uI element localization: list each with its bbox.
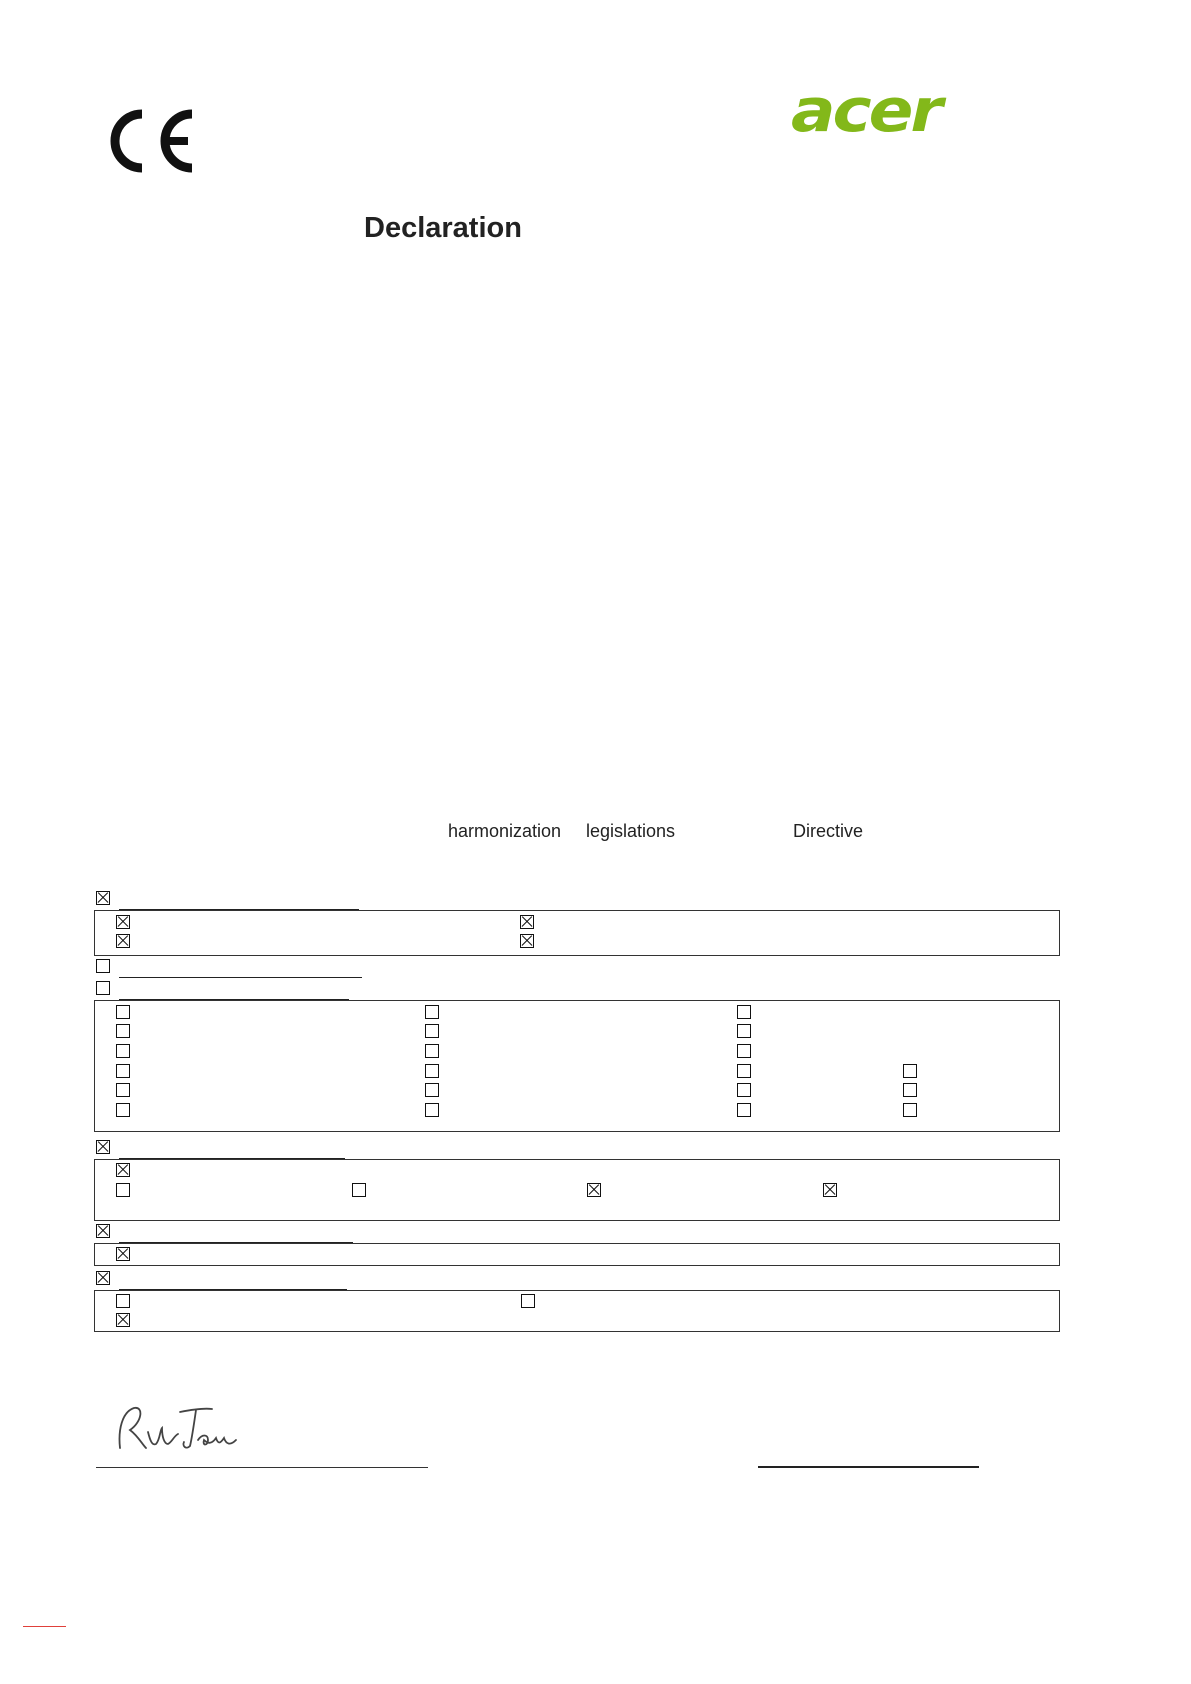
legislations-text: legislations [586, 821, 676, 841]
section-1-row2-right-checkbox[interactable] [520, 934, 534, 948]
grid-checkbox[interactable] [425, 1083, 439, 1097]
grid-checkbox[interactable] [425, 1044, 439, 1058]
grid-checkbox[interactable] [737, 1044, 751, 1058]
section-1-row1-right-checkbox[interactable] [520, 915, 534, 929]
ce-mark-icon [104, 106, 196, 176]
grid-checkbox[interactable] [737, 1024, 751, 1038]
grid-checkbox[interactable] [903, 1064, 917, 1078]
section-5-checkbox[interactable] [96, 1224, 110, 1238]
grid-checkbox[interactable] [903, 1103, 917, 1117]
section-1-row2-left-checkbox[interactable] [116, 934, 130, 948]
grid-checkbox[interactable] [116, 1024, 130, 1038]
section-6-row2-checkbox[interactable] [116, 1313, 130, 1327]
grid-checkbox[interactable] [116, 1044, 130, 1058]
section-6-checkbox[interactable] [96, 1271, 110, 1285]
section-2-checkbox[interactable] [96, 959, 110, 973]
section-6-box [94, 1290, 1060, 1332]
grid-checkbox[interactable] [737, 1083, 751, 1097]
signature-image [112, 1400, 252, 1455]
section-6-row1-right-checkbox[interactable] [521, 1294, 535, 1308]
page-title: Declaration [364, 212, 522, 244]
section-1-box [94, 910, 1060, 956]
section-3-checkbox[interactable] [96, 981, 110, 995]
grid-checkbox[interactable] [903, 1083, 917, 1097]
section-4-checkbox[interactable] [96, 1140, 110, 1154]
section-4-row2-b-checkbox[interactable] [352, 1183, 366, 1197]
section-1-row1-left-checkbox[interactable] [116, 915, 130, 929]
section-1-checkbox[interactable] [96, 891, 110, 905]
section-5-box [94, 1243, 1060, 1266]
grid-checkbox[interactable] [425, 1064, 439, 1078]
grid-checkbox[interactable] [425, 1103, 439, 1117]
grid-checkbox[interactable] [737, 1005, 751, 1019]
grid-checkbox[interactable] [425, 1024, 439, 1038]
section-4-row2-c-checkbox[interactable] [587, 1183, 601, 1197]
harmonization-text: harmonization [448, 821, 562, 841]
section-5-row1-checkbox[interactable] [116, 1247, 130, 1261]
date-line [758, 1466, 979, 1468]
directive-text: Directive [793, 821, 864, 841]
grid-checkbox[interactable] [425, 1005, 439, 1019]
section-6-row1-left-checkbox[interactable] [116, 1294, 130, 1308]
grid-checkbox[interactable] [737, 1064, 751, 1078]
grid-checkbox[interactable] [116, 1103, 130, 1117]
grid-checkbox[interactable] [737, 1103, 751, 1117]
section-4-row1-checkbox[interactable] [116, 1163, 130, 1177]
grid-checkbox[interactable] [116, 1064, 130, 1078]
grid-checkbox[interactable] [116, 1005, 130, 1019]
page-marker [23, 1626, 66, 1627]
section-4-row2-d-checkbox[interactable] [823, 1183, 837, 1197]
section-4-box [94, 1159, 1060, 1221]
section-4-row2-a-checkbox[interactable] [116, 1183, 130, 1197]
acer-logo: acer [791, 75, 940, 146]
signature-line [96, 1467, 428, 1468]
grid-checkbox[interactable] [116, 1083, 130, 1097]
